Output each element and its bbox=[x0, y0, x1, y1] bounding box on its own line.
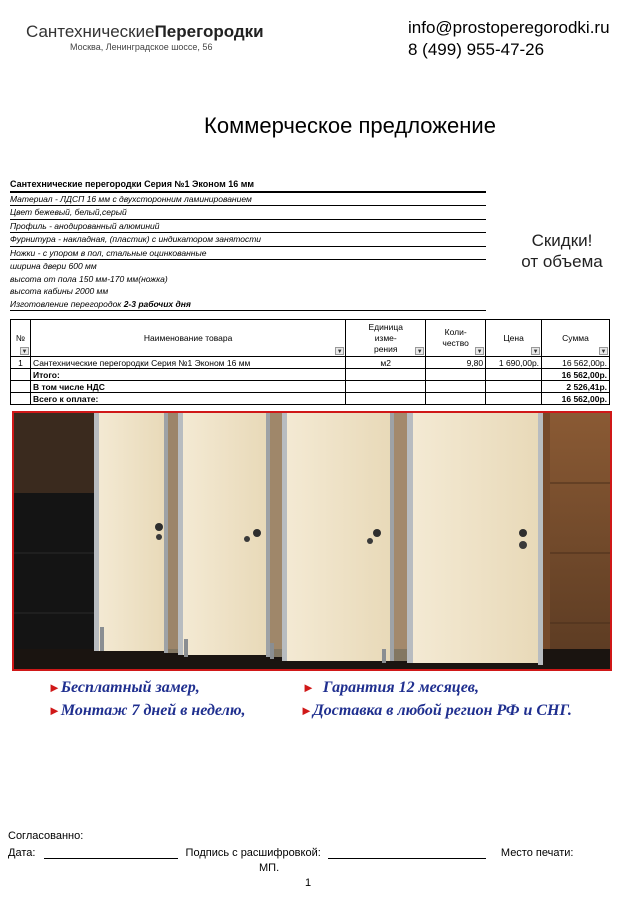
company-logo bbox=[26, 22, 264, 42]
col-unit bbox=[346, 320, 426, 357]
filter-dropdown-icon[interactable]: ▼ bbox=[532, 349, 539, 355]
spec-block bbox=[10, 178, 486, 311]
total-row bbox=[11, 369, 610, 381]
spec-lead-time bbox=[10, 298, 486, 312]
col-num-label: № bbox=[15, 333, 26, 343]
col-name bbox=[30, 320, 345, 357]
toilet-partitions-illustration bbox=[14, 413, 610, 669]
spec-line: высота от пола 150 мм-170 мм(ножка) bbox=[10, 273, 168, 284]
filter-dropdown-icon[interactable]: ▼ bbox=[21, 349, 28, 355]
benefit-text: Гарантия 12 месяцев, bbox=[322, 679, 479, 696]
benefit-text: Монтаж 7 дней в неделю, bbox=[60, 702, 246, 719]
col-unit-label: Единица изме-рения bbox=[368, 321, 403, 354]
col-sum-label: Сумма bbox=[562, 333, 589, 343]
benefit-installation bbox=[48, 702, 246, 720]
benefit-text: Бесплатный замер, bbox=[60, 679, 200, 696]
stamp-label: Место печати: bbox=[500, 847, 574, 859]
spec-line: Фурнитура - накладная, (пластик) с индикатором занятости bbox=[10, 233, 486, 247]
spec-line: высота кабины 2000 мм bbox=[10, 286, 109, 296]
product-photo bbox=[12, 411, 612, 671]
date-field[interactable] bbox=[44, 858, 178, 859]
spec-line: ширина двери 600 мм bbox=[10, 261, 97, 271]
col-name-label: Наименование товара bbox=[143, 333, 233, 343]
filter-dropdown-icon[interactable]: ▼ bbox=[600, 349, 607, 355]
logo-bold: Перегородки bbox=[154, 22, 264, 41]
vat-label: В том числе НДС bbox=[30, 381, 345, 393]
signature-line bbox=[8, 847, 573, 859]
spec-line: Профиль - анодированный алюминий bbox=[10, 220, 486, 234]
discount-line1: Скидки! bbox=[531, 231, 593, 250]
arrow-right-icon: ► bbox=[302, 680, 315, 695]
company-address: Москва, Ленинградское шоссе, 56 bbox=[70, 42, 213, 52]
benefit-free-measurement bbox=[48, 679, 200, 697]
page-number: 1 bbox=[305, 877, 312, 889]
row-qty: 9,80 bbox=[426, 357, 486, 369]
spec-line: Материал - ЛДСП 16 мм с двухсторонним ламинированием bbox=[10, 193, 486, 207]
row-name: Сантехнические перегородки Серия №1 Эконом 16 мм bbox=[30, 357, 345, 369]
spec-line: Ножки - с упором в пол, стальные оцинкованные bbox=[10, 247, 486, 261]
table-header-row bbox=[11, 320, 610, 357]
col-num bbox=[11, 320, 31, 357]
table-row bbox=[11, 357, 610, 369]
benefit-warranty bbox=[302, 679, 479, 697]
filter-dropdown-icon[interactable]: ▼ bbox=[416, 349, 423, 355]
filter-dropdown-icon[interactable]: ▼ bbox=[336, 349, 343, 355]
agreed-label: Согласованно: bbox=[8, 830, 84, 842]
date-label: Дата: bbox=[8, 847, 36, 859]
discount-note bbox=[502, 230, 622, 272]
lead-time-value: 2-3 рабочих дня bbox=[123, 298, 191, 309]
discount-line2: от объема bbox=[521, 252, 603, 271]
benefit-delivery bbox=[300, 702, 572, 720]
spec-heading: Сантехнические перегородки Серия №1 Эконом 16 мм bbox=[10, 178, 486, 193]
col-sum bbox=[542, 320, 610, 357]
arrow-right-icon: ► bbox=[48, 680, 61, 695]
arrow-right-icon: ► bbox=[48, 703, 61, 718]
col-qty bbox=[426, 320, 486, 357]
spec-line: Цвет бежевый, белый,серый bbox=[10, 206, 486, 220]
arrow-right-icon: ► bbox=[300, 703, 313, 718]
grand-total-label: Всего к оплате: bbox=[30, 393, 345, 405]
grand-total-value: 16 562,00р. bbox=[542, 393, 610, 405]
total-value: 16 562,00р. bbox=[542, 369, 610, 381]
logo-regular: Сантехнические bbox=[26, 22, 155, 41]
mp-label: МП. bbox=[259, 862, 280, 874]
vat-value: 2 526,41р. bbox=[542, 381, 610, 393]
row-unit: м2 bbox=[346, 357, 426, 369]
col-price bbox=[486, 320, 542, 357]
row-sum: 16 562,00р. bbox=[542, 357, 610, 369]
col-qty-label: Коли-чество bbox=[442, 327, 469, 348]
col-price-label: Цена bbox=[503, 333, 524, 343]
row-num: 1 bbox=[11, 357, 31, 369]
total-label: Итого: bbox=[30, 369, 345, 381]
benefit-text: Доставка в любой регион РФ и СНГ. bbox=[312, 702, 572, 719]
items-table bbox=[10, 319, 610, 405]
contact-email[interactable]: info@prostoperegorodki.ru bbox=[408, 18, 610, 37]
vat-row bbox=[11, 381, 610, 393]
row-price: 1 690,00р. bbox=[486, 357, 542, 369]
lead-time-label: Изготовление перегородок bbox=[10, 298, 124, 309]
contact-phone[interactable]: 8 (499) 955-47-26 bbox=[408, 40, 545, 59]
filter-dropdown-icon[interactable]: ▼ bbox=[476, 349, 483, 355]
signature-label: Подпись с расшифровкой: bbox=[185, 847, 321, 859]
signature-field[interactable] bbox=[328, 858, 486, 859]
page-title: Коммерческое предложение bbox=[204, 113, 496, 138]
grand-total-row bbox=[11, 393, 610, 405]
